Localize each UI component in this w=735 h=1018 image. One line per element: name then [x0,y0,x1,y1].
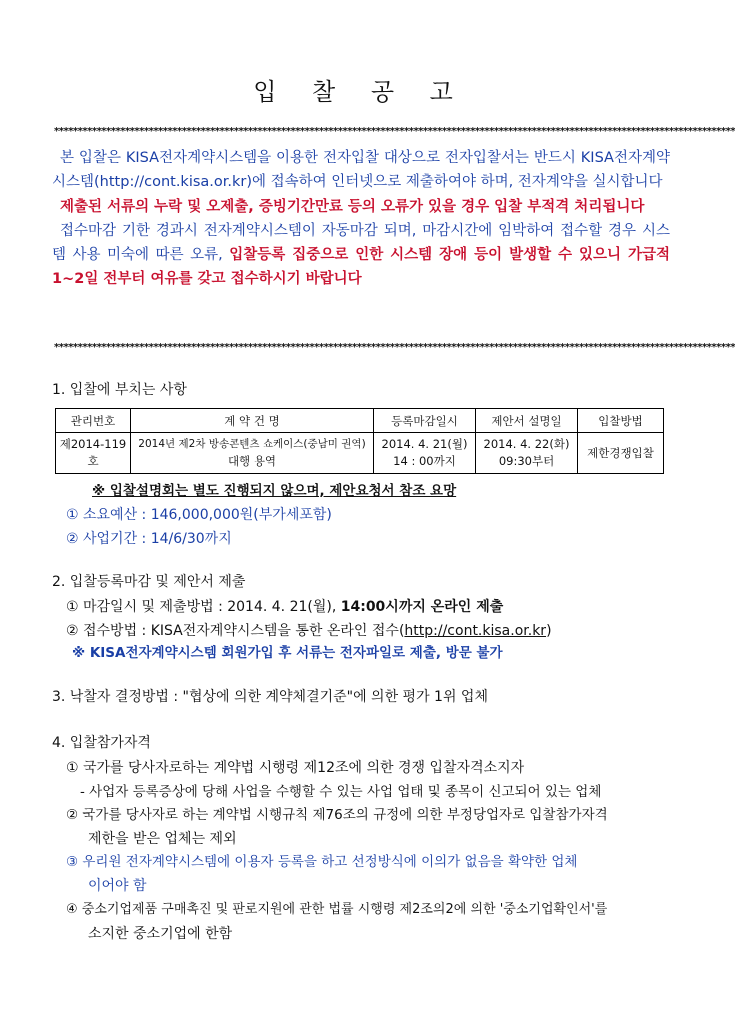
cell-briefing-line2: 09:30부터 [498,454,555,468]
bid-table [55,408,664,474]
qualification-item-3-cont: 이어야 함 [88,878,147,894]
notice-paragraph-2: 제출된 서류의 누락 및 오제출, 증빙기간만료 등의 오류가 있을 경우 입찰 부적격 처리됩니다 [60,198,645,215]
section-4-heading: 4. 입찰참가자격 [52,735,151,751]
header-briefing: 제안서 설명일 [476,409,578,433]
qualification-item-4: ④ 중소기업제품 구매촉진 및 판로지원에 관한 법률 시행령 제2조의2에 의한 '중소기업확인서'를 [66,902,608,917]
briefing-note: ※ 입찰설명회는 별도 진행되지 않으며, 제안요청서 참조 요망 [92,483,457,499]
separator-top: ************************************************************************************************************************************************ [54,126,735,137]
submission-method-prefix: ② 접수방법 : KISA전자계약시스템을 통한 온라인 접수( [66,623,405,639]
qualification-item-1: ① 국가를 당사자로하는 계약법 시행령 제12조에 의한 경쟁 입찰자격소지자 [66,760,525,776]
cell-contract-name-line2: 대행 용역 [227,454,277,468]
cell-briefing-line1: 2014. 4. 22(화) [483,437,570,451]
header-contract-name: 계 약 건 명 [131,409,374,433]
period-item: ② 사업기간 : 14/6/30까지 [66,531,232,547]
section-2-heading: 2. 입찰등록마감 및 제안서 제출 [52,574,246,590]
cell-method: 제한경쟁입찰 [578,433,664,474]
budget-item: ① 소요예산 : 146,000,000원(부가세포함) [66,507,332,523]
cell-contract-name-line1: 2014년 제2차 방송콘텐츠 쇼케이스(중남미 권역) [138,438,366,450]
table-header-row [56,409,664,433]
section-3-heading: 3. 낙찰자 결정방법 : "협상에 의한 계약체결기준"에 의한 평가 1위 업체 [52,689,488,705]
page-title: 입 찰 공 고 [253,78,467,106]
cell-deadline-line2: 14 : 00까지 [393,454,456,468]
submission-method-item [66,621,552,641]
qualification-item-1-sub: - 사업자 등록증상에 당해 사업을 수행할 수 있는 사업 업태 및 종목이 신고되어 있는 업체 [80,784,602,800]
header-id: 관리번호 [56,409,131,433]
notice-paragraph-3-warning: 입찰등록 집중으로 인한 시스템 장애 등이 발생할 수 있으니 가급적 1~2일 전부터 여유를 갖고 접수하시기 바랍니다 [52,247,670,288]
registration-note: ※ KISA전자계약시스템 회원가입 후 서류는 전자파일로 제출, 방문 불가 [72,645,503,661]
deadline-item-emphasis: 14:00시까지 온라인 제출 [340,599,504,615]
cell-id: 제2014-119호 [56,433,131,474]
deadline-item [66,597,503,617]
header-method: 입찰방법 [578,409,664,433]
table-row [56,433,664,474]
qualification-item-2-cont: 제한을 받은 업체는 제외 [88,831,237,847]
notice-paragraph-3 [52,219,670,292]
notice-paragraph-1: 본 입찰은 KISA전자계약시스템을 이용한 전자입찰 대상으로 전자입찰서는 반드시 KISA전자계약시스템(http://cont.kisa.or.kr)에 접속하여 인터넷으로 제출하여야 하며, 전자계약을 실시합니다 [52,150,670,191]
cell-deadline [374,433,476,474]
section-1-heading: 1. 입찰에 부치는 사항 [52,382,187,398]
cell-deadline-line1: 2014. 4. 21(월) [381,437,468,451]
qualification-item-3: ③ 우리원 전자계약시스템에 이용자 등록을 하고 선정방식에 이의가 없음을 확약한 업체 [66,854,578,870]
submission-method-suffix: ) [546,623,552,639]
notice-paragraph-3-normal: 접수마감 기한 경과시 전자계약시스템이 자동마감 되며, 마감시간에 임박하여 접수할 경우 시스템 사용 미숙에 따른 오류, [52,222,670,264]
header-deadline: 등록마감일시 [374,409,476,433]
qualification-item-4-cont: 소지한 중소기업에 한함 [88,926,233,942]
cell-briefing [476,433,578,474]
cell-contract-name [131,433,374,474]
separator-bottom: ************************************************************************************************************************************************ [54,342,735,353]
notice-block [52,146,670,292]
deadline-item-prefix: ① 마감일시 및 제출방법 : 2014. 4. 21(월), [66,599,341,615]
qualification-item-2: ② 국가를 당사자로 하는 계약법 시행규칙 제76조의 규정에 의한 부정당업자로 입찰참가자격 [66,807,608,823]
submission-link[interactable]: http://cont.kisa.or.kr [404,623,547,639]
